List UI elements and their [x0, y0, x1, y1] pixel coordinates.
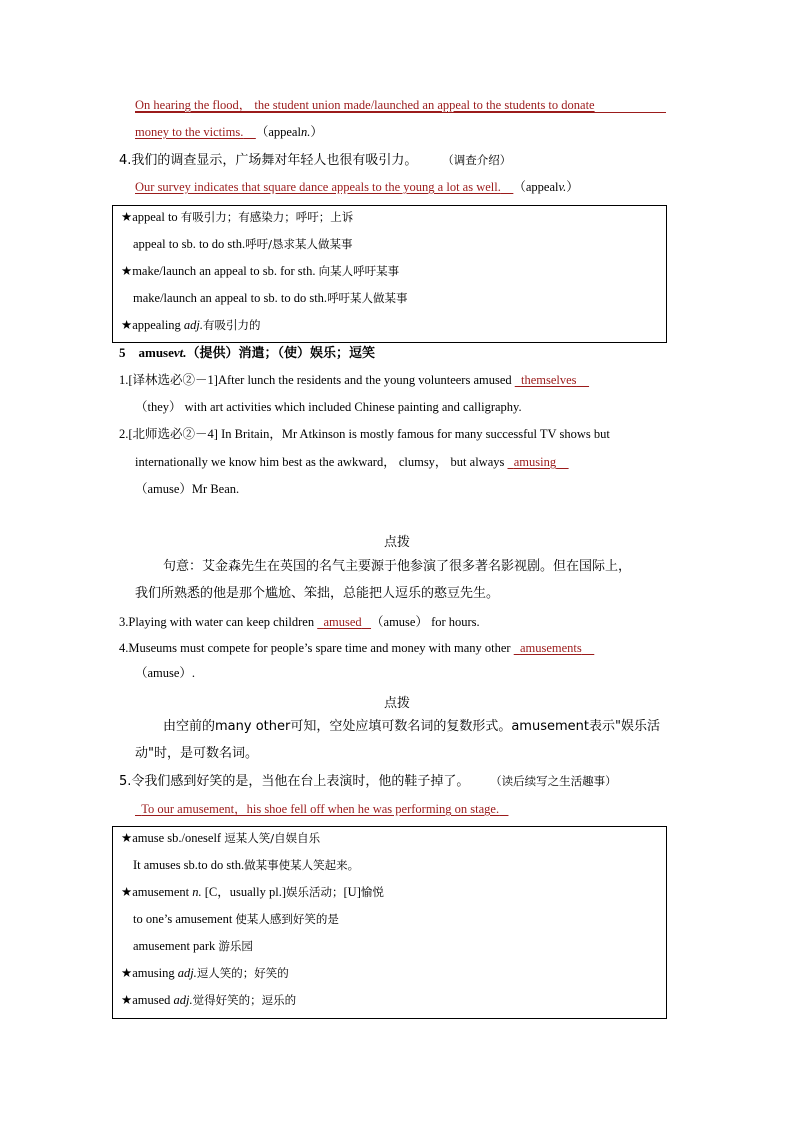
answer-line-q5: [135, 801, 508, 817]
exercise-1-line2: [135, 399, 522, 415]
entry-en: [U]: [343, 885, 361, 899]
box-entry: [121, 992, 296, 1008]
exercise-text: （amuse）Mr Bean.: [135, 482, 240, 496]
entry-pos: n.: [192, 885, 202, 899]
exercise-text: 1.[译林选必②－1]After lunch the residents and the young volunteers amused: [119, 373, 515, 387]
entry-pos: adj.: [173, 993, 193, 1007]
answer-text: Our survey indicates that square dance appeals to the young a lot as well.: [135, 180, 501, 194]
section-number: 5: [119, 345, 126, 360]
exercise-1: [119, 372, 589, 388]
question-note: （读后续写之生活趣事）: [490, 774, 617, 788]
question-number: 5.: [119, 774, 132, 789]
box-entry: [133, 857, 359, 873]
exercise-answer: [317, 615, 371, 629]
entry-cn: 呼吁/恳求某人做某事: [245, 237, 353, 251]
tip-text: 句意：艾金森先生在英国的名气主要源于他参演了很多著名影视剧。但在国际上，: [163, 559, 632, 574]
exercise-4: [119, 640, 594, 656]
hint-pos: v.: [558, 180, 567, 194]
entry-en: ★amusing: [121, 966, 178, 980]
exercise-text: 4.Museums must compete for people’s spare time and money with many other: [119, 641, 514, 655]
entry-en: to one’s amusement: [133, 912, 236, 926]
tip-title: 点拨: [383, 696, 410, 711]
answer-content: To our amusement，his shoe fell off when he was performing on stage.: [141, 802, 500, 816]
question-4: [119, 152, 511, 169]
question-5: [119, 773, 617, 790]
section-pos: vt.: [173, 345, 187, 360]
entry-en: [C，usually pl.]: [201, 885, 287, 899]
entry-en: amusement park: [133, 939, 219, 953]
exercise-2-line2: [135, 454, 569, 470]
section-heading-amuse: [119, 345, 375, 362]
entry-cn: 逗人笑的；好笑的: [196, 966, 289, 980]
entry-en: ★make/launch an appeal to sb. for sth.: [121, 264, 319, 278]
tip-title: 点拨: [383, 535, 410, 550]
box-entry: [121, 209, 353, 225]
exercise-text: （amuse）.: [135, 666, 196, 680]
vocab-box-appeal: [112, 205, 667, 343]
question-prompt: 令我们感到好笑的是，当他在台上表演时，他的鞋子掉了。: [131, 774, 470, 789]
entry-cn: 使某人感到好笑的是: [235, 912, 339, 926]
exercise-2-line3: [135, 481, 239, 497]
entry-en: ★amusement: [121, 885, 193, 899]
entry-en: ★amuse sb./oneself: [121, 831, 225, 845]
exercise-3: [119, 614, 480, 630]
entry-pos: adj.: [177, 966, 197, 980]
entry-cn: 愉悦: [360, 885, 384, 899]
answer-text: amusing: [513, 455, 557, 469]
hint-open: （appeal: [255, 125, 301, 139]
tip-text: 由空前的many other可知，空处应填可数名词的复数形式。amusement表示"娱乐活: [163, 719, 660, 734]
answer-text: [135, 802, 508, 816]
box-entry: [133, 911, 339, 927]
box-entry: [133, 938, 253, 954]
answer-line-appeal-1: [135, 97, 595, 113]
answer-text: amused: [323, 615, 362, 629]
section-meaning: （提供）消遣；（使）娱乐；逗笑: [186, 346, 376, 361]
answer-text: money to the victims.: [135, 125, 244, 139]
entry-cn: 向某人呼吁某事: [318, 264, 400, 278]
vocab-box-amuse: [112, 826, 667, 1019]
entry-cn: 娱乐活动；: [286, 885, 344, 899]
exercise-4-line2: [135, 665, 195, 681]
exercise-text: （they） with art activities which included Chinese painting and calligraphy.: [135, 400, 522, 414]
entry-cn: 游乐园: [218, 939, 253, 953]
answer-line-appeal-2: [135, 124, 323, 140]
hint-close: ）: [310, 125, 323, 139]
entry-cn: 做某事使某人笑起来。: [244, 858, 360, 872]
entry-en: appeal to sb. to do sth.: [133, 237, 246, 251]
exercise-text: 3.Playing with water can keep children: [119, 615, 318, 629]
box-entry: [121, 830, 320, 846]
entry-en: ★appeal to: [121, 210, 181, 224]
exercise-text: （amuse） for hours.: [371, 615, 480, 629]
exercise-answer: [514, 641, 595, 655]
answer-text: themselves: [521, 373, 577, 387]
exercise-text: 2.[北师选必②－4] In Britain，Mr Atkinson is mostly famous for many successful TV shows but: [119, 427, 610, 441]
hint-close: ）: [566, 180, 579, 194]
entry-cn: 有吸引力；有感染力；呼吁；上诉: [180, 210, 354, 224]
entry-cn: 有吸引力的: [203, 318, 261, 332]
box-entry: [133, 290, 408, 306]
box-entry: [121, 884, 384, 900]
box-entry: [121, 317, 261, 333]
entry-en: It amuses sb.to do sth.: [133, 858, 245, 872]
entry-cn: 觉得好笑的；逗乐的: [192, 993, 297, 1007]
answer-underline: [135, 112, 666, 113]
entry-pos: adj.: [183, 318, 204, 332]
exercise-2: [119, 426, 610, 442]
question-note: （调查介绍）: [442, 153, 512, 167]
tip-text: 动"时，是可数名词。: [135, 746, 258, 761]
entry-cn: 逗某人笑/自娱自乐: [224, 831, 321, 845]
answer-text: amusements: [519, 641, 582, 655]
entry-en: ★amused: [121, 993, 174, 1007]
tip-text: 我们所熟悉的他是那个尴尬、笨拙，总能把人逗乐的憨豆先生。: [135, 586, 500, 601]
hint-pos: n.: [300, 125, 311, 139]
box-entry: [121, 965, 289, 981]
exercise-text: internationally we know him best as the awkward， clumsy， but always: [135, 455, 508, 469]
box-entry: [133, 236, 353, 252]
exercise-answer: [508, 455, 569, 469]
question-number: 4.: [119, 153, 132, 168]
exercise-answer: [515, 373, 589, 387]
entry-en: ★appealing: [121, 318, 184, 332]
box-entry: [121, 263, 399, 279]
question-prompt: 我们的调查显示，广场舞对年轻人也很有吸引力。: [131, 153, 418, 168]
entry-en: make/launch an appeal to sb. to do sth.: [133, 291, 328, 305]
hint-open: （appeal: [513, 180, 559, 194]
answer-text: On hearing the flood， the student union made/launched an appeal to the students to donate: [135, 98, 595, 112]
answer-line-q4: [135, 179, 579, 195]
section-word: amuse: [138, 345, 174, 360]
entry-cn: 呼吁某人做某事: [327, 291, 408, 305]
